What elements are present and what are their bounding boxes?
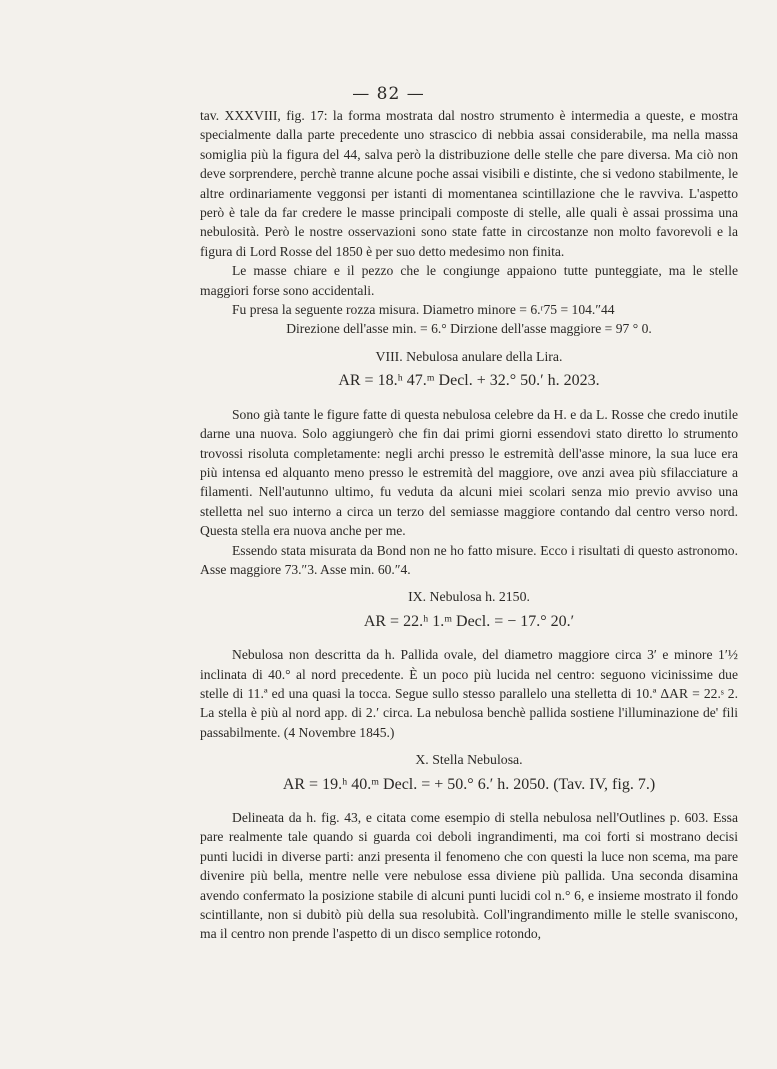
measurement-line: Fu presa la seguente rozza misura. Diametro minore = 6.ʳ75 = 104.″44: [232, 302, 615, 318]
section-title: IX. Nebulosa h. 2150.: [408, 589, 530, 605]
measurement-line: Direzione dell'asse min. = 6.° Dirzione dell'asse maggiore = 97 ° 0.: [286, 321, 652, 337]
coordinates-formula: AR = 22.ʰ 1.ᵐ Decl. = − 17.° 20.′: [363, 612, 575, 630]
section-title: VIII. Nebulosa anulare della Lira.: [375, 348, 563, 364]
paragraph: Delineata da h. fig. 43, e citata come esempio di stella nebulosa nell'Outlines p. 603. Essa pare realmente tale quando si guarda coi deboli ingrandimenti, ma coi forti si mostrano decisi punti lucidi in diverse parti: anzi presenta il fenomeno che con questi la luce non scema, ma pare divenire più bella, mentre nelle vere nebulose essa diviene più pallida. Una seconda disamina avendo confermato la posizione stabile di alcuni punti lucidi col n.° 6, e insieme mostrato il fondo scintillante, non si dubitò più della sua resolubità. Coll'ingrandimento mille le stelle svaniscono, ma il centro non prende l'aspetto di un disco semplice rotondo,: [200, 810, 738, 942]
paragraph: Essendo stata misurata da Bond non ne ho fatto misure. Ecco i risultati di questo astronomo. Asse maggiore 73.″3. Asse min. 60.″4.: [200, 542, 738, 577]
coordinates-formula: AR = 19.ʰ 40.ᵐ Decl. = + 50.° 6.′ h. 2050. (Tav. IV, fig. 7.): [282, 775, 656, 793]
paragraph: Le masse chiare e il pezzo che le congiunge appaiono tutte punteggiate, ma le stelle maggiori forse sono accidentali.: [200, 263, 738, 298]
paragraph: Nebulosa non descritta da h. Pallida ovale, del diametro maggiore circa 3′ e minore 1′½ inclinata di 40.° al nord precedente. È un poco più lucida nel centro: seguono vicinissime due stelle di 11.ª ed una quasi la tocca. Segue sullo stesso parallelo una stelletta di 10.ª ΔAR = 22.ˢ 2. La stella è più al nord app. di 2.′ circa. La nebulosa benchè pallida sostiene l'illuminazione de' fili passabilmente. (4 Novembre 1845.): [200, 647, 738, 740]
body-text: [200, 106, 738, 944]
page-number: — 82 —: [352, 84, 425, 104]
coordinates-formula: AR = 18.ʰ 47.ᵐ Decl. + 32.° 50.′ h. 2023.: [338, 372, 600, 390]
paragraph: Sono già tante le figure fatte di questa nebulosa celebre da H. e da L. Rosse che credo inutile darne una nuova. Solo aggiungerò che fin dai primi giorni essendovi stato diretto lo strumento trovossi risoluta completamente: negli archi presso le estremità dell'asse minore, la sua luce era più intensa ed alquanto meno presso le estremità del maggiore, ove anzi avea più sfilacciature a filamenti. Nell'autunno ultimo, fu veduta da alcuni miei scolari senza mio previo avviso una stelletta nel suo interno a circa un terzo del semiasse maggiore contando dal centro verso nord. Questa stella era nuova anche per me.: [200, 406, 738, 539]
section-title: X. Stella Nebulosa.: [415, 752, 523, 768]
paragraph: tav. XXXVIII, fig. 17: la forma mostrata dal nostro strumento è intermedia a queste, e mostra specialmente dalla parte precedente uno strascico di nebbia assai considerabile, ma nella massa somiglia più la figura del 44, salva però la distribuzione delle stelle che pare diversa. Ma ciò non deve sorprendere, perchè tranne alcune poche assai visibili e distinte, che si vedono stabilmente, le altre ordinariamente veggonsi per istanti di momentanea scintillazione che le ravviva. L'aspetto però è tale da far credere le masse principali composte di stelle, alle quali è assai prossima una nebulosità. Però le nostre osservazioni sono state fatte in circostanze non molto favorevoli e la figura di Lord Rosse del 1850 è per suo detto medesimo non finita.: [200, 108, 738, 259]
